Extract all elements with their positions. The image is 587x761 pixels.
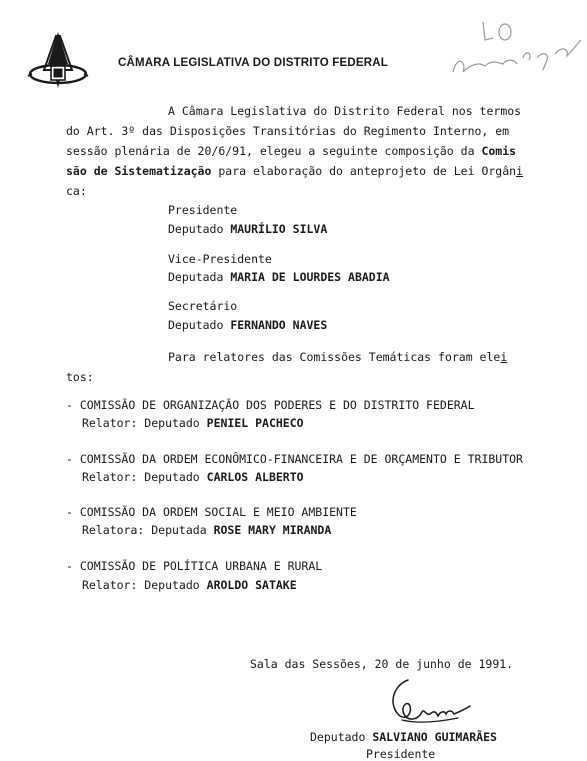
rapporteur-label: Relator: Deputado xyxy=(82,578,200,592)
officer-entry xyxy=(168,222,327,236)
list-dash: - xyxy=(66,559,73,573)
commission-title xyxy=(66,398,475,412)
signer-line xyxy=(310,730,497,744)
signer-name: SALVIANO GUIMARÃES xyxy=(372,730,497,744)
rapporteur-name: CARLOS ALBERTO xyxy=(206,470,304,484)
commission-rapporteur xyxy=(82,470,304,484)
chamber-logo-icon xyxy=(26,30,90,90)
rapporteurs-intro-underlined: i xyxy=(500,350,508,364)
intro-line-3-text: sessão plenária de 20/6/91, elegeu a seguinte composição da xyxy=(66,144,475,158)
list-dash: - xyxy=(66,452,73,466)
intro-line-4 xyxy=(66,164,523,178)
intro-line-3 xyxy=(66,144,516,158)
rapporteurs-intro-line-1 xyxy=(168,350,507,364)
handwritten-annotation-icon xyxy=(445,14,585,84)
commission-title xyxy=(66,559,322,573)
officer-name: MAURÍLIO SILVA xyxy=(230,222,328,236)
list-dash: - xyxy=(66,398,73,412)
commission-title-text: COMISSÃO DE POLÍTICA URBANA E RURAL xyxy=(79,559,323,573)
rapporteur-name: ROSE MARY MIRANDA xyxy=(213,523,332,537)
list-dash: - xyxy=(66,505,73,519)
officer-role: Presidente xyxy=(168,203,238,217)
rapporteur-name: PENIEL PACHECO xyxy=(206,416,304,430)
rapporteur-label: Relator: Deputado xyxy=(82,416,200,430)
signer-prefix: Deputado xyxy=(310,730,366,744)
rapporteurs-intro-text: Para relatores das Comissões Temáticas foram ele xyxy=(168,350,501,364)
rapporteur-label: Relatora: Deputada xyxy=(82,523,207,537)
intro-line-4-underlined: i xyxy=(516,164,523,178)
commission-title-text: COMISSÃO DE ORGANIZAÇÃO DOS PODERES E DO DISTRITO FEDERAL xyxy=(79,398,475,412)
intro-line-2: do Art. 3º das Disposições Transitórias do Regimento Interno, em xyxy=(66,124,510,138)
commission-title xyxy=(66,452,523,466)
officer-name: FERNANDO NAVES xyxy=(230,318,328,332)
intro-line-1: A Câmara Legislativa do Distrito Federal nos termos xyxy=(168,104,522,118)
signer-role: Presidente xyxy=(366,747,436,761)
organization-title: CÂMARA LEGISLATIVA DO DISTRITO FEDERAL xyxy=(118,57,388,69)
officer-role: Vice-Presidente xyxy=(168,252,272,266)
commission-title-text: COMISSÃO DA ORDEM ECONÔMICO-FINANCEIRA E DE ORÇAMENTO E TRIBUTOR xyxy=(79,452,523,466)
intro-commission-bold-a: Comis xyxy=(481,144,517,158)
commission-rapporteur xyxy=(82,416,304,430)
commission-title-text: COMISSÃO DA ORDEM SOCIAL E MEIO AMBIENTE xyxy=(79,505,357,519)
officer-prefix: Deputada xyxy=(168,270,224,284)
commission-title xyxy=(66,505,357,519)
handwritten-signature-icon xyxy=(378,676,473,728)
rapporteurs-intro-line-2: tos: xyxy=(66,370,94,384)
officer-prefix: Deputado xyxy=(168,318,224,332)
commission-rapporteur xyxy=(82,578,297,592)
place-date: Sala das Sessões, 20 de junho de 1991. xyxy=(250,657,514,671)
intro-line-5: ca: xyxy=(66,184,87,198)
commission-rapporteur xyxy=(82,523,331,537)
officer-role: Secretário xyxy=(168,299,238,313)
rapporteur-name: AROLDO SATAKE xyxy=(206,578,297,592)
intro-line-4-text: para elaboração do anteprojeto de Lei Orgân xyxy=(218,164,517,178)
intro-commission-bold-b: são de Sistematização xyxy=(66,164,212,178)
rapporteur-label: Relator: Deputado xyxy=(82,470,200,484)
officer-prefix: Deputado xyxy=(168,222,224,236)
officer-entry xyxy=(168,318,327,332)
officer-entry xyxy=(168,270,390,284)
officer-name: MARIA DE LOURDES ABADIA xyxy=(230,270,390,284)
